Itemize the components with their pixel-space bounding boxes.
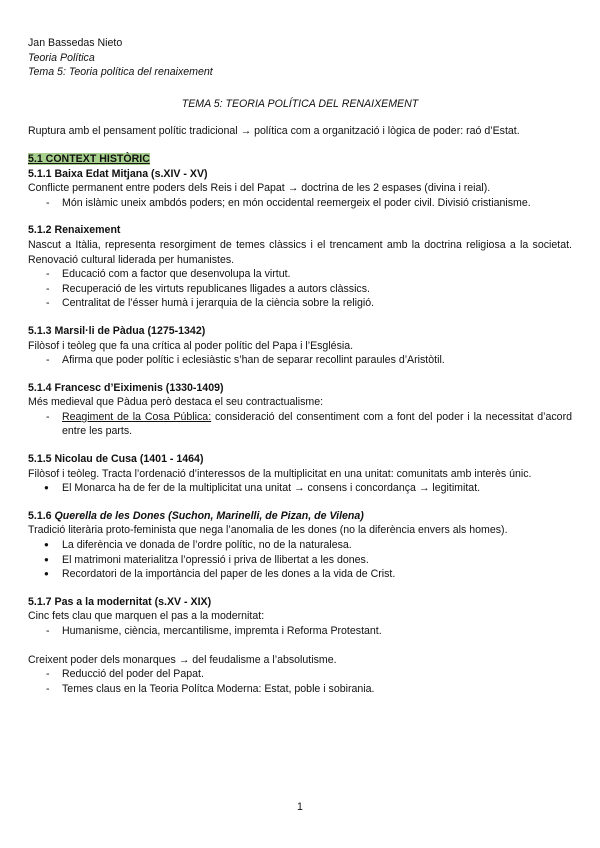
heading-italic-title: Querella de les Dones — [54, 509, 166, 522]
subsection-pas-a-la-modernitat — [28, 595, 572, 697]
document-page — [28, 36, 572, 696]
heading-authors: (Suchon, Marinelli, de Pizan, de Vilena) — [165, 509, 364, 522]
subsection-text: Cinc fets clau que marquen el pas a la modernitat: — [28, 610, 265, 623]
list-item: ● El matrimoni materialitza l’opressió i priva de llibertat a les dones. — [28, 553, 572, 568]
list-item — [28, 410, 572, 439]
list-item: - Món islàmic uneix ambdós poders; en món occidental reemergeix el poder civil. Divisió cristianisme. — [28, 196, 572, 211]
subsection-heading: 5.1.3 Marsil·li de Pàdua (1275-1342) — [28, 324, 206, 337]
list-item: - Centralitat de l’ésser humà i jerarquia de la ciència sobre la religió. — [28, 296, 572, 311]
subsection-text: Filòsof i teòleg que fa una crítica al poder polític del Papa i l’Església. — [28, 339, 354, 352]
list-item: - Recuperació de les virtuts republicanes lligades a autors clàssics. — [28, 282, 572, 297]
page-number: 1 — [297, 801, 303, 813]
subsection-text: Tradició literària proto-feminista que nega l’anomalia de les dones (no la diferència envers als homes). — [28, 524, 508, 537]
topic-name: Tema 5: Teoria política del renaixement — [28, 66, 213, 79]
course-name: Teoria Política — [28, 51, 95, 64]
subsection-heading: 5.1.1 Baixa Edat Mitjana (s.XIV - XV) — [28, 167, 208, 180]
author-name: Jan Bassedas Nieto — [28, 37, 123, 49]
subsection-eiximenis — [28, 381, 572, 439]
section-heading-label: 5.1 CONTEXT HISTÒRIC — [28, 152, 150, 165]
section-heading — [28, 152, 572, 167]
bullet-list — [28, 353, 572, 368]
intro-paragraph: Ruptura amb el pensament polític tradicional → política com a organització i lògica de poder: raó d’Estat. — [28, 125, 520, 138]
list-item: ● Recordatori de la importància del paper de les dones a la vida de Crist. — [28, 567, 572, 582]
subsection-renaixement — [28, 223, 572, 311]
bullet-list — [28, 196, 572, 211]
document-title: TEMA 5: TEORIA POLÍTICA DEL RENAIXEMENT — [181, 97, 419, 110]
subsection-heading — [28, 509, 572, 524]
subsection-heading: 5.1.7 Pas a la modernitat (s.XV - XIX) — [28, 595, 212, 608]
list-item: - Reducció del poder del Papat. — [28, 667, 572, 682]
subsection-heading: 5.1.5 Nicolau de Cusa (1401 - 1464) — [28, 453, 204, 466]
list-item: ● El Monarca ha de fer de la multiplicitat una unitat → consens i concordança → legitimitat. — [28, 481, 572, 496]
list-item: - Educació com a factor que desenvolupa la virtut. — [28, 267, 572, 282]
list-item-text: consideració del consentiment com a font del poder i la necessitat d’acord entre les parts. — [62, 410, 572, 438]
list-item: - Afirma que poder polític i eclesiàstic s’han de separar recollint paraules d’Aristòtil. — [28, 353, 572, 368]
subsection-querella-de-les-dones — [28, 509, 572, 582]
bullet-list-2 — [28, 667, 572, 696]
bullet-list — [28, 624, 572, 639]
subsection-text: Filòsof i teòleg. Tracta l’ordenació d’interessos de la multiplicitat en una unitat: comunitats amb interès únic. — [28, 467, 532, 480]
subsection-nicolau-de-cusa — [28, 452, 572, 496]
bullet-list — [28, 481, 572, 496]
subsection-text: Conflicte permanent entre poders dels Reis i del Papat → doctrina de les 2 espases (divina i reial). — [28, 182, 491, 195]
subsection-text: Més medieval que Pàdua però destaca el seu contractualisme: — [28, 396, 324, 409]
subsection-heading: 5.1.4 Francesc d’Eiximenis (1330-1409) — [28, 381, 224, 394]
list-item: ● La diferència ve donada de l’ordre polític, no de la naturalesa. — [28, 538, 572, 553]
subsection-marsili-de-padua — [28, 324, 572, 368]
subsection-text: Nascut a Itàlia, representa resorgiment de temes clàssics i el trencament amb la doctrina religiosa a la societat. Renovació cultural liderada per humanistes. — [28, 238, 572, 266]
subsection-heading: 5.1.2 Renaixement — [28, 224, 121, 237]
bullet-list — [28, 538, 572, 582]
list-item: - Humanisme, ciència, mercantilisme, impremta i Reforma Protestant. — [28, 624, 572, 639]
underlined-term: Reagiment de la Cosa Pública: — [62, 410, 212, 423]
subsection-baixa-edat-mitjana — [28, 167, 572, 211]
bullet-list — [28, 410, 572, 439]
subsection-text-2: Creixent poder dels monarques → del feudalisme a l’absolutisme. — [28, 653, 337, 666]
list-item: - Temes claus en la Teoria Polítca Moderna: Estat, poble i sobirania. — [28, 682, 572, 697]
heading-number: 5.1.6 — [28, 509, 55, 522]
bullet-list — [28, 267, 572, 311]
